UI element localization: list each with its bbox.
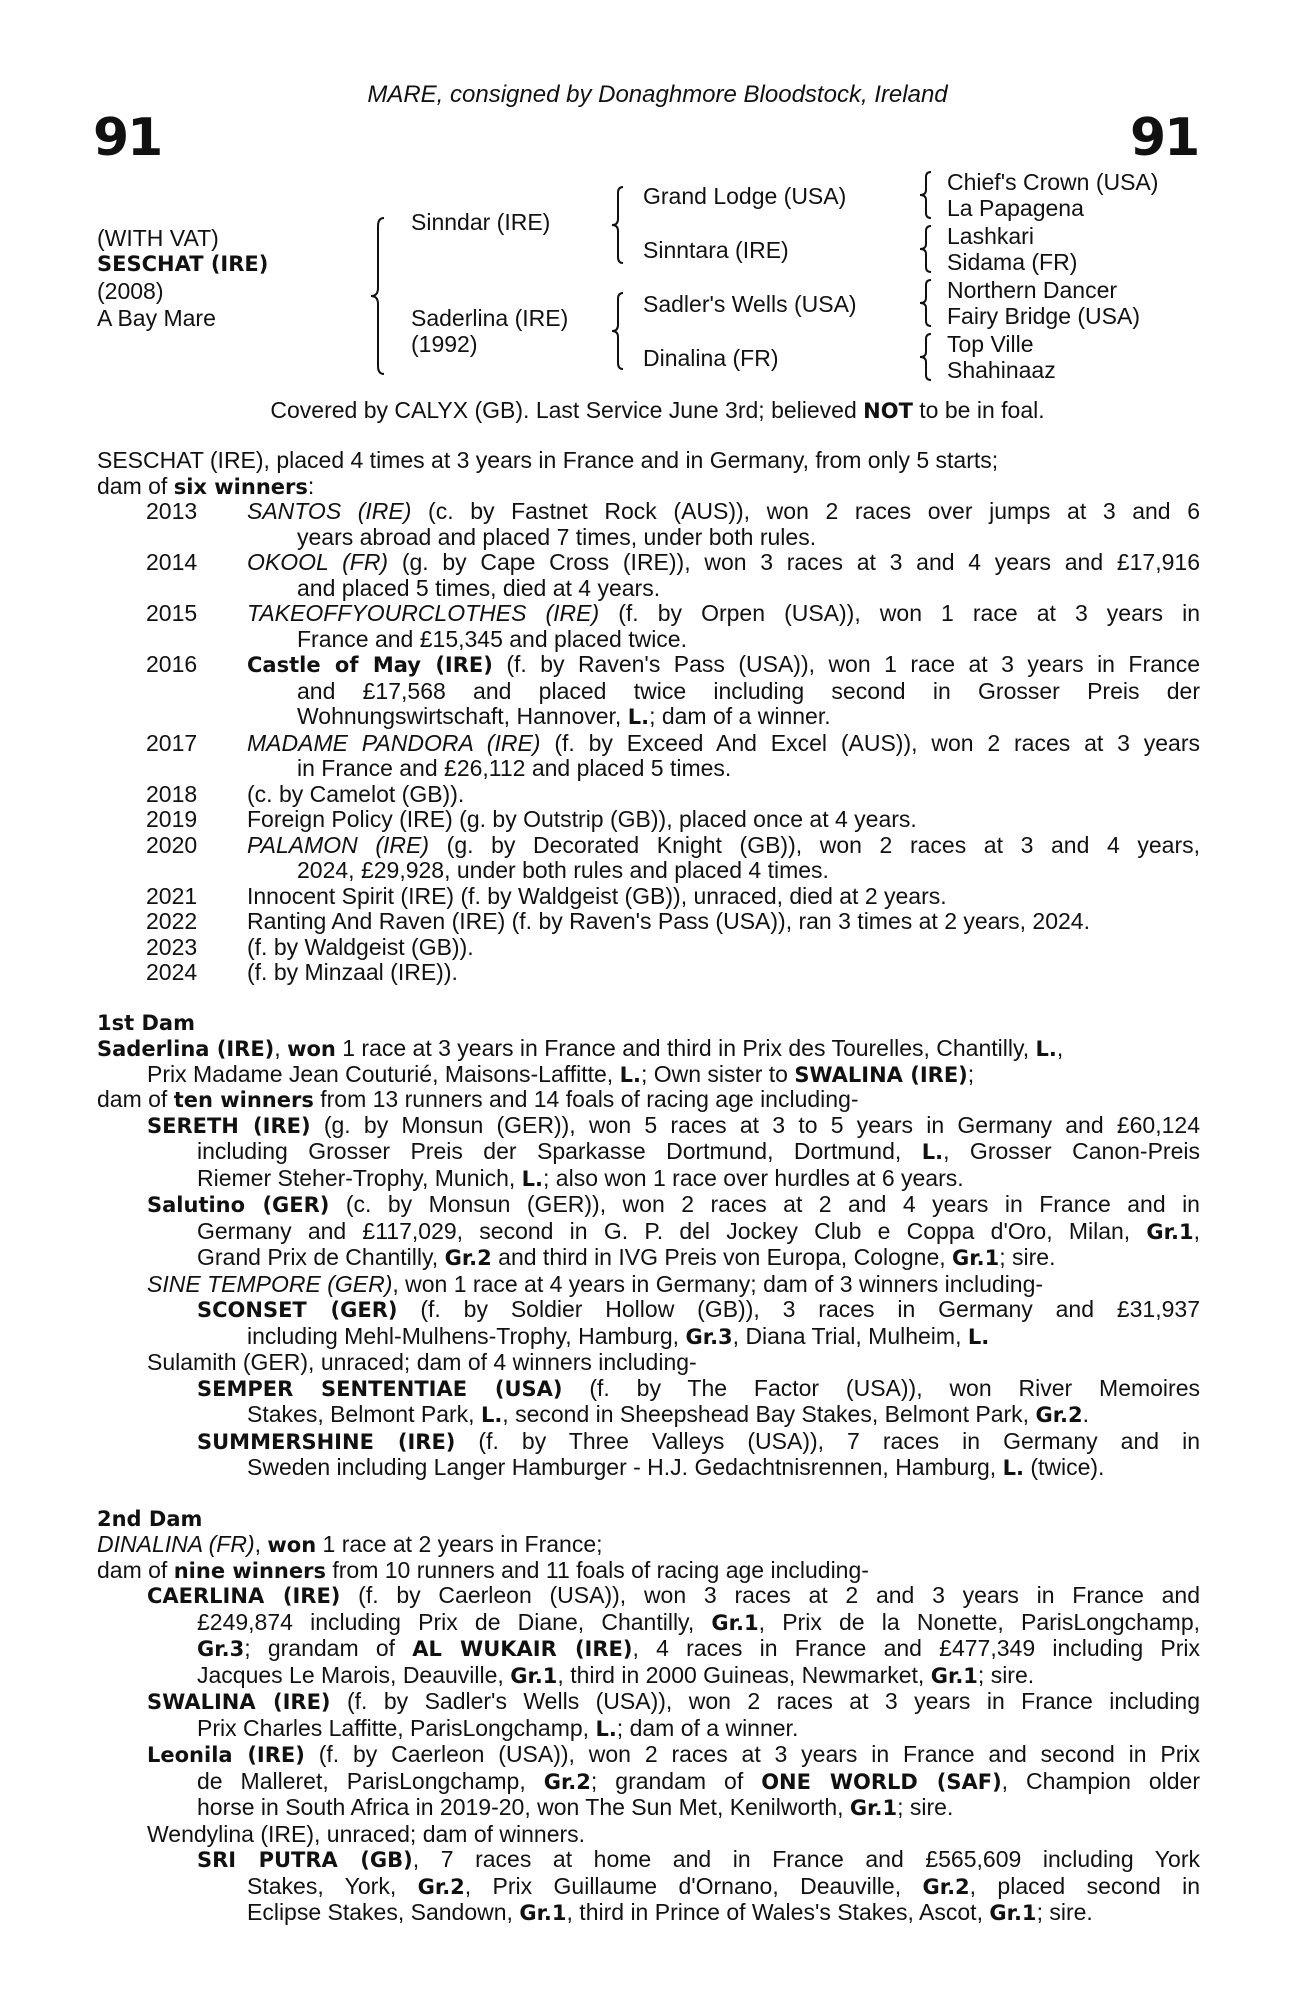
gen4-6: Fairy Bridge (USA): [947, 303, 1140, 329]
gen3-2: Sinntara (IRE): [643, 237, 789, 263]
progeny-entry: Wendylina (IRE), unraced; dam of winners.: [147, 1820, 586, 1847]
produce-item: 2013 SANTOS (IRE) (c. by Fastnet Rock (AUS)), won 2 races over jumps at 3 and 6 years abroad and placed 7 times, under both rules.: [146, 498, 1200, 550]
brace-gen1: [366, 216, 390, 376]
progeny-entry: SEMPER SENTENTIAE (USA) (f. by The Factor (USA)), won River Memoires Stakes, Belmont Park, L., second in Sheepshead Bay Stakes, Belmont Park, Gr.2.: [197, 1374, 1200, 1427]
gen4-2: La Papagena: [947, 195, 1084, 221]
progeny-entry: SRI PUTRA (GB), 7 races at home and in France and £565,609 including York Stakes, York, Gr.2, Prix Guillaume d'Ornano, Deauville, Gr.2, placed second in Eclipse Stakes, Sandown, Gr.1, third in Prince of Wales's Stakes, Ascot, Gr.1; sire.: [197, 1846, 1201, 1925]
progeny-entry: SWALINA (IRE) (f. by Sadler's Wells (USA)), won 2 races at 3 years in France including Prix Charles Laffitte, ParisLongchamp, L.; dam of a winner.: [147, 1688, 1200, 1741]
progeny-entry: SERETH (IRE) (g. by Monsun (GER)), won 5 races at 3 to 5 years in Germany and £60,124 including Grosser Preis der Sparkasse Dortmund, Dortmund, L., Grosser Canon-Preis Riemer Steher-Trophy, Munich, L.; also won 1 race over hurdles at 6 years.: [147, 1111, 1200, 1191]
horse-description: A Bay Mare: [97, 305, 216, 331]
progeny-entry: SUMMERSHINE (IRE) (f. by Three Valleys (USA)), 7 races in Germany and in Sweden including Langer Hamburger - H.J. Gedachtnisrennen, Hamburg, L. (twice).: [197, 1427, 1200, 1480]
vat-note: (WITH VAT): [97, 225, 219, 251]
brace-gen3-4: [917, 332, 935, 382]
gen4-1: Chief's Crown (USA): [947, 169, 1159, 195]
produce-item: 2017 MADAME PANDORA (IRE) (f. by Exceed And Excel (AUS)), won 2 races at 3 years in France and £26,112 and placed 5 times.: [146, 729, 1200, 781]
progeny-entry: Sulamith (GER), unraced; dam of 4 winners including-: [147, 1349, 697, 1375]
brace-gen3-1: [917, 170, 935, 220]
produce-item: 2015 TAKEOFFYOURCLOTHES (IRE) (f. by Orpen (USA)), won 1 race at 3 years in France and £15,345 and placed twice.: [146, 600, 1200, 652]
intro-dam-of: dam of six winners:: [97, 472, 315, 499]
gen4-7: Top Ville: [947, 331, 1034, 357]
gen3-3: Sadler's Wells (USA): [643, 291, 857, 317]
produce-item: 2014 OKOOL (FR) (g. by Cape Cross (IRE)), won 3 races at 3 and 4 years and £17,916 and placed 5 times, died at 4 years.: [146, 549, 1200, 601]
covering-note: Covered by CALYX (GB). Last Service June 3rd; believed NOT to be in foal.: [270, 397, 1045, 423]
produce-item: 2019 Foreign Policy (IRE) (g. by Outstrip (GB)), placed once at 4 years.: [146, 806, 917, 832]
gen3-1: Grand Lodge (USA): [643, 183, 847, 209]
produce-item: 2020 PALAMON (IRE) (g. by Decorated Knight (GB)), won 2 races at 3 and 4 years, 2024, £29,928, under both rules and placed 4 times.: [146, 831, 1200, 883]
brace-gen3-3: [917, 278, 935, 328]
gen4-8: Shahinaaz: [947, 357, 1056, 383]
section-heading: 1st Dam: [97, 1010, 195, 1035]
horse-year: (2008): [97, 278, 164, 304]
dam-year: (1992): [411, 331, 478, 357]
second-dam-section: 2nd Dam DINALINA (FR), won 1 race at 2 years in France; dam of nine winners from 10 runners and 11 foals of racing age including- CAERLINA (IRE) (f. by Caerleon (USA)), won 3 races at 2 and 3 years in France and £249,874 including Prix de Diane, Chantilly, Gr.1, Prix de la Nonette, ParisLongchamp, Gr.3; grandam of AL WUKAIR (IRE), 4 races in France and £477,349 including Prix Jacques Le Marois, Deauville, Gr.1, third in 2000 Guineas, Newmarket, Gr.1; sire. SWALINA (IRE) (f. by Sadler's Wells (USA)), won 2 races at 3 years in France including Prix Charles Laffitte, ParisLongchamp, L.; dam of a winner. Leonila (IRE) (f. by Caerleon (USA)), won 2 races at 3 years in France and second in Prix de Malleret, ParisLongchamp, Gr.2; grandam of ONE WORLD (SAF), Champion older horse in South Africa in 2019-20, won The Sun Met, Kenilworth, Gr.1; sire. Wendylina (IRE), unraced; dam of winners. SRI PUTRA (GB), 7 races at home and in France and £565,609 including York Stakes, York, Gr.2, Prix Guillaume d'Ornano, Deauville, Gr.2, placed second in Eclipse Stakes, Sandown, Gr.1, third in Prince of Wales's Stakes, Ascot, Gr.1; sire.: [97, 1506, 1201, 1925]
horse-name: SESCHAT (IRE): [97, 252, 269, 276]
lot-number-left: 91: [93, 108, 162, 168]
gen4-3: Lashkari: [947, 223, 1034, 249]
gen3-4: Dinalina (FR): [643, 345, 779, 371]
produce-item: 2023 (f. by Waldgeist (GB)).: [146, 933, 474, 960]
progeny-entry: SCONSET (GER) (f. by Soldier Hollow (GB)), 3 races in Germany and £31,937 including Mehl-Mulhens-Trophy, Hamburg, Gr.3, Diana Trial, Mulheim, L.: [197, 1296, 1200, 1349]
race-record-body: [97, 448, 1200, 1927]
gen4-5: Northern Dancer: [947, 277, 1118, 303]
progeny-entry: Salutino (GER) (c. by Monsun (GER)), won 2 races at 2 and 4 years in France and in Germany and £117,029, second in G. P. del Jockey Club e Coppa d'Oro, Milan, Gr.1, Grand Prix de Chantilly, Gr.2 and third in IVG Preis von Europa, Cologne, Gr.1; sire.: [147, 1191, 1200, 1270]
lot-number-right: 91: [1130, 108, 1199, 168]
produce-list: [97, 499, 1200, 986]
brace-gen2-dam: [608, 291, 628, 371]
section-heading: 2nd Dam: [97, 1506, 203, 1531]
gen4-4: Sidama (FR): [947, 249, 1078, 275]
produce-item: 2018 (c. by Camelot (GB)).: [146, 780, 465, 807]
brace-gen3-2: [917, 224, 935, 274]
consignment-line: MARE, consigned by Donaghmore Bloodstock, Ireland: [367, 81, 948, 108]
produce-item: 2024 (f. by Minzaal (IRE)).: [146, 959, 458, 985]
produce-item: 2016 Castle of May (IRE) (f. by Raven's Pass (USA)), won 1 race at 3 years in France and £17,568 and placed twice including second in Grosser Preis der Wohnungswirtschaft, Hannover, L.; dam of a winner.: [146, 651, 1200, 729]
first-dam-section: 1st Dam Saderlina (IRE), won 1 race at 3 years in France and third in Prix des Tourelles, Chantilly, L., Prix Madame Jean Couturié, Maisons-Laffitte, L.; Own sister to SWALINA (IRE); dam of ten winners from 13 runners and 14 foals of racing age including- SERETH (IRE) (g. by Monsun (GER)), won 5 races at 3 to 5 years in Germany and £60,124 including Grosser Preis der Sparkasse Dortmund, Dortmund, L., Grosser Canon-Preis Riemer Steher-Trophy, Munich, L.; also won 1 race over hurdles at 6 years. Salutino (GER) (c. by Monsun (GER)), won 2 races at 2 and 4 years in France and in Germany and £117,029, second in G. P. del Jockey Club e Coppa d'Oro, Milan, Gr.1, Grand Prix de Chantilly, Gr.2 and third in IVG Preis von Europa, Cologne, Gr.1; sire. SINE TEMPORE (GER), won 1 race at 4 years in Germany; dam of 3 winners including- SCONSET (GER) (f. by Soldier Hollow (GB)), 3 races in Germany and £31,937 including Mehl-Mulhens-Trophy, Hamburg, Gr.3, Diana Trial, Mulheim, L. Sulamith (GER), unraced; dam of 4 winners including- SEMPER SENTENTIAE (USA) (f. by The Factor (USA)), won River Memoires Stakes, Belmont Park, L., second in Sheepshead Bay Stakes, Belmont Park, Gr.2. SUMMERSHINE (IRE) (f. by Three Valleys (USA)), 7 races in Germany and in Sweden including Langer Hamburger - H.J. Gedachtnisrennen, Hamburg, L. (twice).: [97, 1010, 1200, 1480]
sire-name: Sinndar (IRE): [411, 209, 551, 235]
progeny-entry: Leonila (IRE) (f. by Caerleon (USA)), won 2 races at 3 years in France and second in Prix de Malleret, ParisLongchamp, Gr.2; grandam of ONE WORLD (SAF), Champion older horse in South Africa in 2019-20, won The Sun Met, Kenilworth, Gr.1; sire.: [147, 1741, 1200, 1820]
intro-line: SESCHAT (IRE), placed 4 times at 3 years in France and in Germany, from only 5 starts;: [97, 447, 999, 473]
progeny-entry: SINE TEMPORE (GER), won 1 race at 4 years in Germany; dam of 3 winners including-: [147, 1270, 1044, 1297]
produce-item: 2022 Ranting And Raven (IRE) (f. by Raven's Pass (USA)), ran 3 times at 2 years, 2024.: [146, 908, 1090, 934]
dam-name: Saderlina (IRE): [411, 305, 569, 331]
brace-gen2-sire: [608, 185, 628, 265]
progeny-entry: CAERLINA (IRE) (f. by Caerleon (USA)), won 3 races at 2 and 3 years in France and £249,874 including Prix de Diane, Chantilly, Gr.1, Prix de la Nonette, ParisLongchamp, Gr.3; grandam of AL WUKAIR (IRE), 4 races in France and £477,349 including Prix Jacques Le Marois, Deauville, Gr.1, third in 2000 Guineas, Newmarket, Gr.1; sire.: [147, 1582, 1201, 1688]
produce-item: 2021 Innocent Spirit (IRE) (f. by Waldgeist (GB)), unraced, died at 2 years.: [146, 882, 947, 909]
